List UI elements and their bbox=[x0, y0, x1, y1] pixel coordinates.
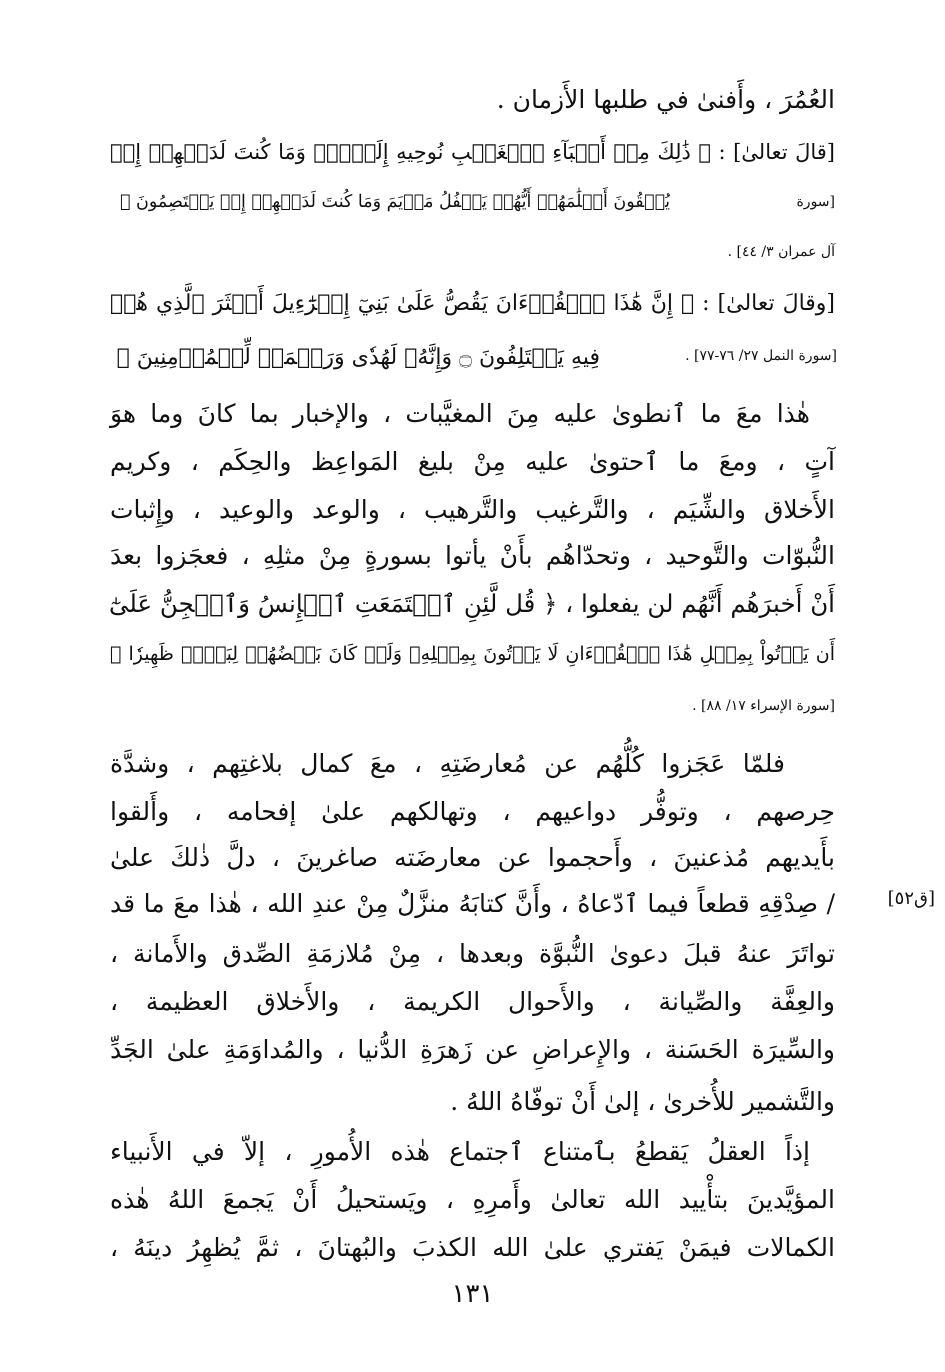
text-line: بأَيديهم مُذعنينَ ، وأَحجموا عن معارضَته صاغرينَ ، دلَّ ذٰلكَ علىٰ bbox=[110, 843, 835, 872]
text-line: فلمّا عَجَزوا كُلُّهُم عن مُعارضَتِهِ ، معَ كمال بلاغتِهم ، وشدَّة bbox=[110, 749, 785, 778]
text-line: / صِدْقِهِ قطعاً فيما ٱدّعاهُ ، وأَنَّ كتابَهُ منزَّلٌ مِنْ عندِ الله ، هٰذا معَ ما قد bbox=[110, 889, 835, 918]
surah-reference: آل عمران ٣/ ٤٤] . bbox=[727, 244, 835, 260]
text-line: هٰذا معَ ما ٱنطوىٰ عليه مِنَ المغيَّبات ، والإخبار بما كانَ وما هوَ bbox=[110, 399, 810, 428]
surah-reference: [سورة bbox=[796, 194, 835, 210]
text-line: والتَّشمير للأُخرىٰ ، إلىٰ أَنْ توفّاهُ اللهُ . bbox=[450, 1087, 835, 1116]
text-line: تواتَرَ عنهُ قبلَ دعوىٰ النُّبوَّة وبعدها ، مِنْ مُلازمَةِ الصِّدق والأَمانة ، bbox=[110, 939, 835, 968]
text-line: المؤيَّدينَ بتأْييد الله تعالىٰ وأَمرِهِ ، ويَستحيلُ أَنْ يَجمعَ اللهُ هٰذه bbox=[110, 1185, 835, 1214]
text-line: أَنْ أَخبرَهُم أَنَّهُم لن يفعلوا ، ﴿ قُل لَّئِنِ ٱجۡتَمَعَتِ ٱلۡإِنسُ وَٱلۡجِنُّ عَلَىٰٓ bbox=[108, 589, 835, 618]
text-line: آتٍ ، ومعَ ما ٱحتوىٰ عليه مِنْ بليغ المَواعِظ والحِكَم ، وكريم bbox=[110, 447, 835, 476]
text-line: العُمُرَ ، وأَفنىٰ في طلبها الأَزمان . bbox=[496, 85, 835, 114]
surah-reference: [سورة الإسراء ١٧/ ٨٨] . bbox=[692, 698, 835, 714]
text-line-quran: أَن يَأۡتُواْ بِمِثۡلِ هَٰذَا ٱلۡقُرۡءَانِ لَا يَأۡتُونَ بِمِثۡلِهِۦ وَلَوۡ كَانَ بَعۡضُهُمۡ لِبَعۡضٖ ظَهِيرٗا ﴾ bbox=[110, 643, 835, 665]
text-line-quran: [قالَ تعالىٰ] : ﴿ ذَٰلِكَ مِنۡ أَنۢبَآءِ ٱلۡغَيۡبِ نُوحِيهِ إِلَيۡكَۚ وَمَا كُنتَ لَدَيۡهِمۡ إِذۡ bbox=[110, 140, 835, 164]
text-line: والعِفَّة والصِّيانة ، والأَحوال الكريمة ، والأَخلاق العظيمة ، bbox=[110, 987, 835, 1016]
text-line: والسِّيرَة الحَسَنة ، والإِعراضِ عن زَهرَةِ الدُّنيا ، والمُداوَمَةِ علىٰ الجَدِّ bbox=[110, 1035, 835, 1064]
text-line-quran: يُلۡقُونَ أَقۡلَٰمَهُمۡ أَيُّهُمۡ يَكۡفُلُ مَرۡيَمَ وَمَا كُنتَ لَدَيۡهِمۡ إِذۡ يَخۡتَصِمُونَ ﴾ bbox=[119, 192, 670, 212]
text-line: حِرصهم ، وتوفُّر دواعيهم ، وتهالكهم علىٰ إفحامه ، وأَلقوا bbox=[110, 797, 835, 826]
text-line: الكمالات فيمَنْ يَفتري علىٰ الله الكذبَ والبُهتانَ ، ثمَّ يُظهِرُ دينَهُ ، bbox=[110, 1233, 835, 1262]
text-line: إذاً العقلُ يَقطعُ بٱمتناع ٱجتماع هٰذه الأُمورِ ، إلاّ في الأَنبياء bbox=[110, 1137, 810, 1166]
manuscript-folio-marker: [ق٥٢] bbox=[887, 888, 935, 909]
text-line-quran: [وقالَ تعالىٰ] : ﴿ إِنَّ هَٰذَا ٱلۡقُرۡءَانَ يَقُصُّ عَلَىٰ بَنِيٓ إِسۡرَٰٓءِيلَ أَكۡثَرَ ٱلَّذِي هُمۡ bbox=[110, 291, 835, 316]
text-line: الأَخلاق والشِّيَم ، والتَّرغيب والتَّرهيب ، والوعد والوعيد ، وإِثبات bbox=[110, 495, 835, 524]
text-line: النُّبوّات والتَّوحيد ، وتحدّاهُم بأَنْ يأتوا بسورةٍ مِنْ مثلِهِ ، فعجَزوا بعدَ bbox=[110, 541, 835, 570]
page-number: ١٣١ bbox=[451, 1279, 494, 1309]
text-line-quran: فِيهِ يَخۡتَلِفُونَ ۝ وَإِنَّهُۥ لَهُدٗى وَرَحۡمَةٞ لِّلۡمُؤۡمِنِينَ ﴾ bbox=[116, 345, 600, 370]
surah-reference: [سورة النمل ٢٧/ ٧٦-٧٧] . bbox=[685, 348, 837, 364]
